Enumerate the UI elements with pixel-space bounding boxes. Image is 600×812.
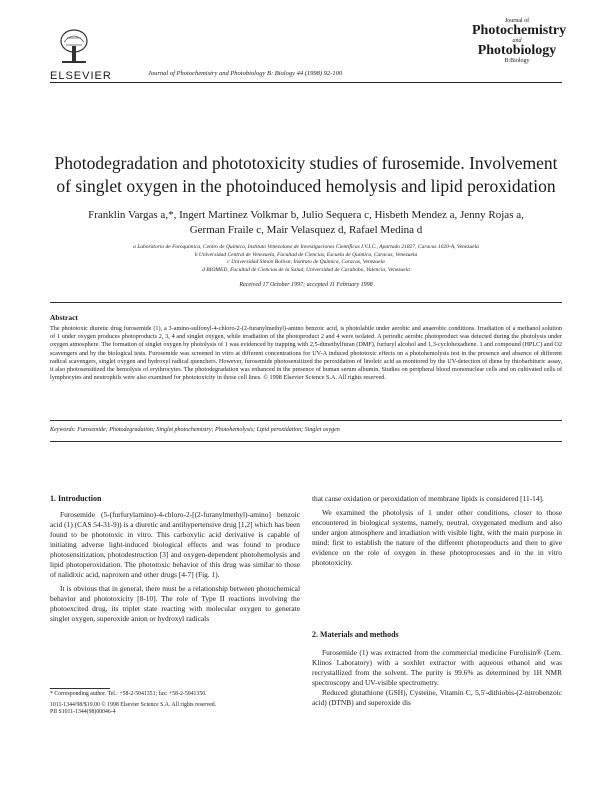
journal-logo — [472, 18, 567, 64]
intro-paragraph-1: Furosemide (5-(furfurylamino)-4-chloro-2-[(2-furanylmethyl)-amino] benzoic acid (1) (CAS 54-31-9)) is a diuretic and antihypertensive drug [1,2] which has been found to be phototoxic in vitro. This carboxylic acid derivative is capable of initiating adverse light-induced biological effects and was found to produce photosensitization, photodestruction [3] and oxygen-dependent photohemolysis and lipid photoperoxidation. The phototoxic behavior of this drug was similar to those of nalidixic acid, naproxen and other drugs [4-7] (Fig. 1). — [50, 510, 300, 579]
column-right — [312, 494, 562, 568]
journal-logo-line2: Photochemistry — [472, 23, 567, 38]
elsevier-tree-logo — [58, 28, 90, 64]
journal-citation: Journal of Photochemistry and Photobiology B: Biology 44 (1998) 92-100 — [148, 70, 343, 77]
issn-line: 1011-1344/98/$19.00 © 1998 Elsevier Science S.A. All rights reserved. — [50, 702, 217, 708]
abstract-top-rule — [50, 302, 562, 303]
methods-paragraph-1: Furosemide (1) was extracted from the commercial medicine Furolisin® (Lem. Klinos Laboratory) with a soxhlet extractor with aqueous ethanol and was recrystallized from the solvent. The purity is 99.6% as determined by 1H NMR spectroscopy and UV-visible spectrometry. — [312, 648, 562, 687]
received-dates: Received 17 October 1997; accepted 11 February 1998 — [239, 282, 373, 288]
footnotes — [50, 691, 300, 716]
journal-logo-line5: B:Biology — [504, 58, 530, 64]
journal-logo-line1: Journal of — [504, 18, 530, 24]
methods-paragraph-2: Reduced glutathione (GSH), Cysteine, Vitamin C, 5,5'-dithiobis-(2-nitrobenzoic acid) (DTNB) and superoxide dis — [312, 688, 562, 707]
section-1-heading: 1. Introduction — [50, 494, 102, 503]
journal-logo-line4: Photobiology — [477, 43, 557, 58]
affiliation-a: a Laboratorio de Fotoquímica, Centro de Química, Instituto Venezolano de Investigaciones Científicas I.V.I.C., Apartado 21827, Caracas 1020-A, Venezuela — [133, 244, 479, 250]
corresponding-author-note: * Corresponding author. Tel.: +58-2-5041351; fax: +58-2-5041350. — [50, 691, 207, 697]
authors-line-1: Franklin Vargas a,*, Ingert Martinez Volkmar b, Julio Sequera c, Hisbeth Mendez a, Jenny Rojas a, — [88, 209, 524, 221]
authors-line-2: German Fraile c, Mair Velasquez d, Rafael Medina d — [189, 224, 423, 236]
pii-line: PII S1011-1344(98)00046-4 — [50, 709, 116, 715]
affiliation-b: b Universidad Central de Venezuela, Facultad de Ciencias, Escuela de Química, Caracas, Venezuela — [194, 251, 418, 258]
intro-paragraph-3: We examined the photolysis of 1 under other conditions, closer to those encountered in biological systems, namely, neutral, oxygenated medium and also under argon atmosphere and irradiation with visible light, with the main purpose in mind: first to establish the nature of the different photoproducts and then to give evidence on the role of oxygen in these photoprocesses and in the in vitro phototoxicity. — [312, 508, 562, 567]
affiliations — [60, 244, 552, 274]
intro-paragraph-continued: that cause oxidation or peroxidation of membrane lipids is considered [11-14]. — [312, 494, 544, 503]
author-list — [50, 208, 562, 238]
column-left — [50, 510, 300, 624]
section-2-heading: 2. Materials and methods — [312, 630, 399, 639]
keywords: Keywords: Furosemide; Photodegradation; Singlet photochemistry; Photohemolysis; Lipid peroxidation; Singlet oxygen — [50, 427, 340, 433]
affiliation-d: d BIOMED, Facultad de Ciencias de la Salud, Universidad de Carabobo, Valencia, Venezuela — [202, 266, 410, 273]
paper-title: Photodegradation and phototoxicity studies of furosemide. Involvement of singlet oxygen in the photoinduced hemolysis and lipid peroxidation — [54, 153, 558, 196]
abstract-text: The phototoxic diuretic drug furosemide (1), a 3-amino-sulfonyl-4-chloro-2-(2-furanylmethyl)-amino benzoic acid, is photolabile under aerobic and anaerobic conditions. Irradiation of a methanol solution of 1 under oxygen produces photoproducts 2, 3, 4 and singlet oxygen, while irradiation of the photoproduct 2 and 4 were isolated. A periodic aerobic photoproduct was detected during the photolysis under oxygen atmosphere. The formation of singlet oxygen by photolysis of 1 was evidenced by trapping with 2,5-dimethylfuran (DMF), furfuryl alcohol and 1,3-cyclohexadiene. 1 and compound (HPLC) and O2 scavengers and by the biological tests. Furosemide was screened in vitro at different concentrations for UV-A induced phototoxic effects on a photohemolysis test in the presence and absence of different radical scavengers, singlet oxygen and hydroxyl radical quenchers. However, furosemide photosensitized the peroxidation of linoleic acid as monitored by the UV-detection of diene by thiobarbituric assay, it also photosensitized the hemolysis of erythrocytes. The photodegradation was enhanced in the presence of human serum albumin. Studies on peripheral blood mononuclear cells and on cultivated cells of lymphocytes and neutrophils were also examined for phototoxicity in those cell lines. © 1998 Elsevier Science S.A. All rights reserved. — [50, 325, 562, 382]
methods-text — [312, 648, 562, 708]
journal-logo-line3: and — [512, 38, 522, 44]
affiliation-c: c Universidad Simón Bolívar, Instituto de Química, Caracas, Venezuela — [227, 259, 385, 265]
publisher-name: ELSEVIER — [50, 70, 112, 82]
intro-paragraph-2: It is obvious that in general, there must be a relationship between photochemical behavior and phototoxicity [8-10]. The role of Type II reactions involving the photoexcited drug, its triplet state reacting with molecular oxygen to generate singlet oxygen, superoxide anion or hydroxyl radicals — [50, 584, 300, 623]
keywords-rule — [50, 441, 562, 442]
abstract-heading: Abstract — [50, 313, 78, 322]
abstract-bottom-rule — [50, 420, 562, 421]
footnote-rule — [50, 688, 110, 689]
header-rule — [50, 82, 562, 83]
